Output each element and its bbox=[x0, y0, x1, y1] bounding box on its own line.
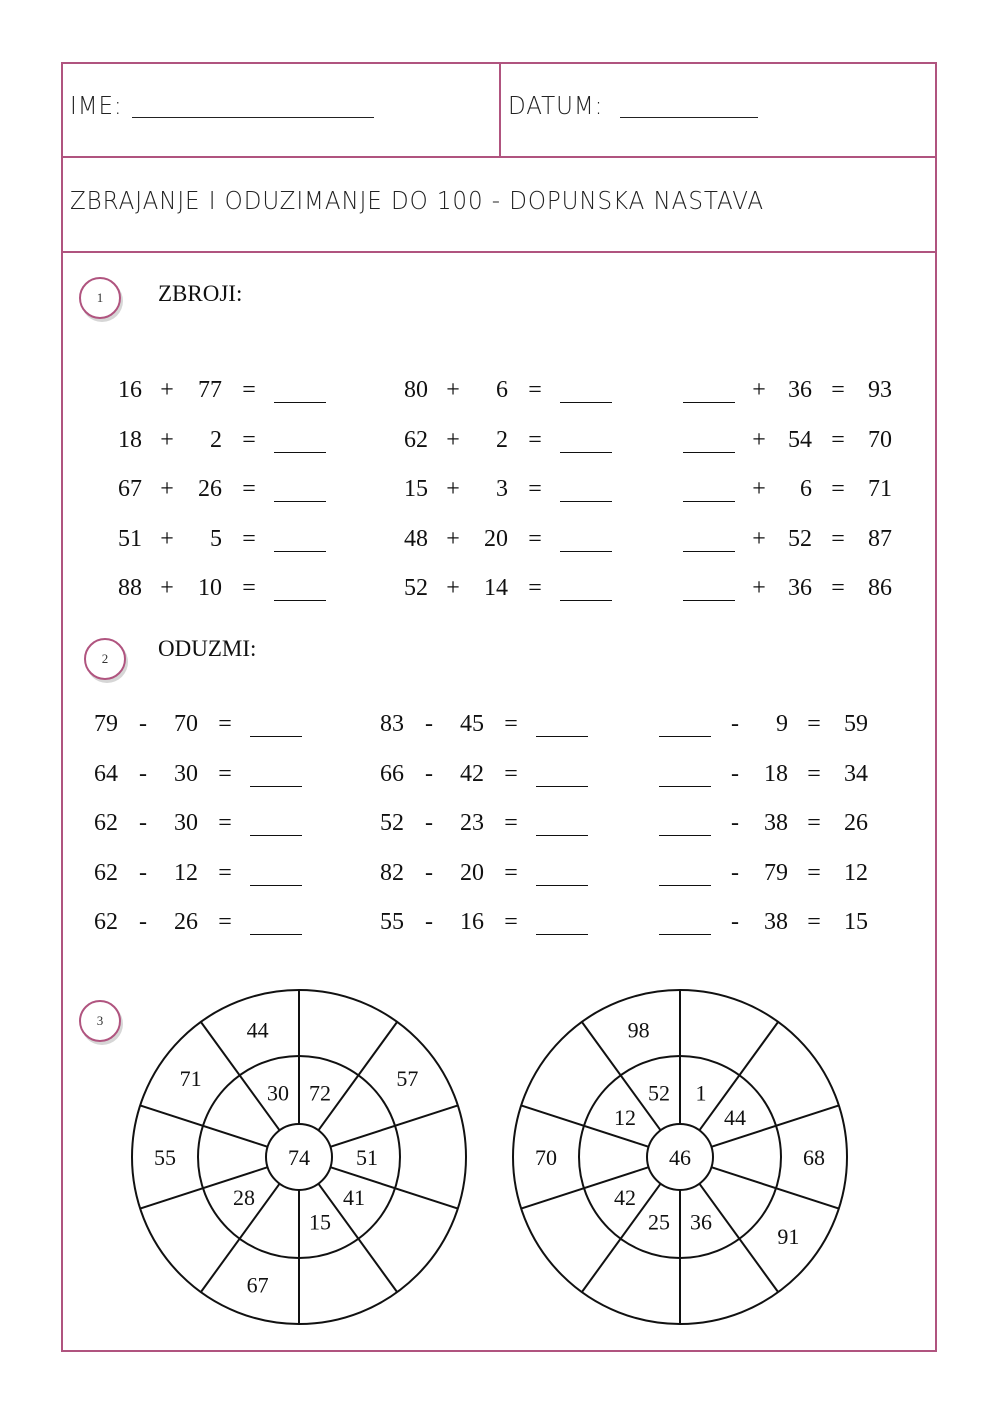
name-label: IME: bbox=[70, 91, 123, 120]
operator-sign: - bbox=[425, 859, 433, 886]
operator-sign: - bbox=[731, 760, 739, 787]
operator-sign: + bbox=[752, 525, 766, 552]
equals-sign: = bbox=[242, 377, 256, 403]
wheel-2-inner-value: 42 bbox=[613, 1184, 636, 1210]
wheel-1-outer-value: 67 bbox=[246, 1272, 269, 1298]
wheel-1-inner-value: 15 bbox=[309, 1209, 332, 1235]
operand-b: 54 bbox=[788, 426, 812, 453]
equals-sign: = bbox=[528, 377, 542, 403]
equals-sign: = bbox=[831, 377, 845, 403]
equals-sign: = bbox=[218, 711, 232, 737]
operand-b: 2 bbox=[496, 426, 508, 453]
equals-sign: = bbox=[242, 476, 256, 502]
operand-b: 70 bbox=[174, 711, 198, 737]
operand-a: 62 bbox=[94, 909, 118, 935]
result-value: 12 bbox=[844, 859, 868, 886]
operand-b: 30 bbox=[174, 760, 198, 787]
operator-sign: + bbox=[160, 426, 174, 453]
operand-a: 62 bbox=[94, 859, 118, 886]
operand-b: 14 bbox=[484, 575, 508, 601]
wheel-2-spoke bbox=[711, 1167, 838, 1208]
equals-sign: = bbox=[504, 711, 518, 737]
operand-b: 20 bbox=[460, 859, 484, 886]
equals-sign: = bbox=[218, 810, 232, 836]
operator-sign: + bbox=[160, 377, 174, 403]
wheel-1-outer-value: 44 bbox=[246, 1017, 269, 1043]
operator-sign: - bbox=[425, 810, 433, 836]
operand-a: 67 bbox=[118, 476, 142, 502]
operator-sign: - bbox=[139, 859, 147, 886]
operand-a: 80 bbox=[404, 377, 428, 403]
equals-sign: = bbox=[218, 859, 232, 886]
wheel-2-outer-value: 70 bbox=[535, 1145, 557, 1170]
operator-sign: + bbox=[446, 575, 460, 601]
wheel-1-outer-value: 55 bbox=[154, 1145, 176, 1170]
equals-sign: = bbox=[504, 760, 518, 787]
equals-sign: = bbox=[242, 575, 256, 601]
equals-sign: = bbox=[242, 525, 256, 552]
operand-b: 45 bbox=[460, 711, 484, 737]
equals-sign: = bbox=[831, 525, 845, 552]
result-value: 34 bbox=[844, 760, 868, 787]
wheel-1-inner-value: 28 bbox=[232, 1184, 255, 1210]
operand-a: 88 bbox=[118, 575, 142, 601]
operator-sign: - bbox=[731, 859, 739, 886]
equals-sign: = bbox=[504, 810, 518, 836]
operand-b: 6 bbox=[800, 476, 812, 502]
operand-b: 30 bbox=[174, 810, 198, 836]
operand-a: 16 bbox=[118, 377, 142, 403]
equals-sign: = bbox=[218, 909, 232, 935]
operator-sign: - bbox=[139, 711, 147, 737]
equals-sign: = bbox=[807, 760, 821, 787]
operator-sign: + bbox=[446, 377, 460, 403]
operand-b: 26 bbox=[174, 909, 198, 935]
wheel-1-center-value: 74 bbox=[288, 1145, 310, 1170]
operand-b: 36 bbox=[788, 575, 812, 601]
operand-a: 64 bbox=[94, 760, 118, 787]
section-1-number: 1 bbox=[96, 290, 104, 305]
operand-a: 62 bbox=[404, 426, 428, 453]
result-value: 59 bbox=[844, 711, 868, 737]
operand-b: 38 bbox=[764, 810, 788, 836]
operator-sign: - bbox=[731, 810, 739, 836]
equals-sign: = bbox=[807, 711, 821, 737]
operand-b: 52 bbox=[788, 525, 812, 552]
operand-b: 12 bbox=[174, 859, 198, 886]
operand-b: 5 bbox=[210, 525, 222, 552]
section-1-title: ZBROJI: bbox=[158, 281, 243, 306]
operator-sign: - bbox=[425, 909, 433, 935]
operand-b: 23 bbox=[460, 810, 484, 836]
operand-a: 15 bbox=[404, 476, 428, 502]
operand-b: 10 bbox=[198, 575, 222, 601]
wheel-1-inner-value: 41 bbox=[343, 1184, 366, 1210]
equals-sign: = bbox=[807, 810, 821, 836]
wheel-1-inner-value: 30 bbox=[266, 1080, 289, 1106]
equals-sign: = bbox=[528, 575, 542, 601]
result-value: 26 bbox=[844, 810, 868, 836]
operator-sign: + bbox=[446, 525, 460, 552]
result-value: 87 bbox=[868, 525, 892, 552]
operand-b: 42 bbox=[460, 760, 484, 787]
operand-b: 36 bbox=[788, 377, 812, 403]
wheel-1-inner-value: 51 bbox=[356, 1145, 378, 1170]
result-value: 71 bbox=[868, 476, 892, 502]
equals-sign: = bbox=[504, 909, 518, 935]
operand-a: 66 bbox=[380, 760, 404, 787]
equals-sign: = bbox=[528, 476, 542, 502]
operand-a: 79 bbox=[94, 711, 118, 737]
equals-sign: = bbox=[807, 909, 821, 935]
operator-sign: + bbox=[752, 377, 766, 403]
operand-a: 52 bbox=[380, 810, 404, 836]
equals-sign: = bbox=[504, 859, 518, 886]
operand-a: 55 bbox=[380, 909, 404, 935]
operator-sign: + bbox=[160, 476, 174, 502]
wheel-1-outer-value: 57 bbox=[396, 1066, 419, 1092]
operator-sign: + bbox=[160, 575, 174, 601]
date-label: DATUM: bbox=[508, 91, 604, 120]
operator-sign: - bbox=[139, 909, 147, 935]
section-2-number: 2 bbox=[101, 651, 109, 666]
wheel-2-spoke bbox=[699, 1184, 778, 1292]
equals-sign: = bbox=[242, 426, 256, 453]
equals-sign: = bbox=[528, 525, 542, 552]
result-value: 70 bbox=[868, 426, 892, 453]
operator-sign: + bbox=[160, 525, 174, 552]
operator-sign: - bbox=[425, 760, 433, 787]
wheel-1-inner-value: 72 bbox=[309, 1080, 332, 1106]
operator-sign: + bbox=[446, 426, 460, 453]
operand-a: 62 bbox=[94, 810, 118, 836]
operand-a: 18 bbox=[118, 426, 142, 453]
operand-b: 3 bbox=[496, 476, 508, 502]
operand-b: 79 bbox=[764, 859, 788, 886]
wheel-2-outer-value: 98 bbox=[627, 1017, 650, 1043]
operand-b: 6 bbox=[496, 377, 508, 403]
section-3-number: 3 bbox=[96, 1013, 104, 1028]
equals-sign: = bbox=[528, 426, 542, 453]
operator-sign: - bbox=[425, 711, 433, 737]
wheel-1-spoke bbox=[140, 1105, 267, 1146]
wheel-2-inner-value: 1 bbox=[695, 1080, 707, 1106]
operator-sign: - bbox=[139, 760, 147, 787]
equals-sign: = bbox=[218, 760, 232, 787]
operator-sign: + bbox=[752, 575, 766, 601]
operator-sign: - bbox=[139, 810, 147, 836]
operator-sign: - bbox=[731, 909, 739, 935]
section-2-title: ODUZMI: bbox=[158, 636, 257, 661]
wheel-1-spoke bbox=[330, 1105, 457, 1146]
operand-a: 83 bbox=[380, 711, 404, 737]
operator-sign: + bbox=[752, 426, 766, 453]
wheel-2-inner-value: 36 bbox=[690, 1209, 713, 1235]
wheel-2-outer-value: 68 bbox=[803, 1145, 825, 1170]
operand-b: 20 bbox=[484, 525, 508, 552]
operand-b: 16 bbox=[460, 909, 484, 935]
operand-b: 77 bbox=[198, 377, 222, 403]
operand-a: 52 bbox=[404, 575, 428, 601]
operand-b: 26 bbox=[198, 476, 222, 502]
operand-b: 38 bbox=[764, 909, 788, 935]
wheel-2-center-value: 46 bbox=[669, 1145, 691, 1170]
wheel-1-spoke bbox=[318, 1022, 397, 1130]
operand-a: 82 bbox=[380, 859, 404, 886]
worksheet-title: ZBRAJANJE I ODUZIMANJE DO 100 - DOPUNSKA NASTAVA bbox=[70, 186, 765, 215]
wheel-1-outer-value: 71 bbox=[179, 1066, 202, 1092]
wheel-2-outer-value: 91 bbox=[777, 1223, 800, 1249]
result-value: 93 bbox=[868, 377, 892, 403]
wheel-2-inner-value: 12 bbox=[613, 1105, 636, 1131]
equals-sign: = bbox=[831, 575, 845, 601]
equals-sign: = bbox=[831, 476, 845, 502]
operand-b: 2 bbox=[210, 426, 222, 453]
result-value: 86 bbox=[868, 575, 892, 601]
operand-a: 51 bbox=[118, 525, 142, 552]
operator-sign: + bbox=[752, 476, 766, 502]
equals-sign: = bbox=[831, 426, 845, 453]
operand-b: 9 bbox=[776, 711, 788, 737]
wheel-2-inner-value: 44 bbox=[724, 1105, 747, 1131]
wheel-2-inner-value: 25 bbox=[647, 1209, 670, 1235]
equals-sign: = bbox=[807, 859, 821, 886]
operand-b: 18 bbox=[764, 760, 788, 787]
operator-sign: - bbox=[731, 711, 739, 737]
result-value: 15 bbox=[844, 909, 868, 935]
wheel-2-inner-value: 52 bbox=[647, 1080, 670, 1106]
operand-a: 48 bbox=[404, 525, 428, 552]
operator-sign: + bbox=[446, 476, 460, 502]
